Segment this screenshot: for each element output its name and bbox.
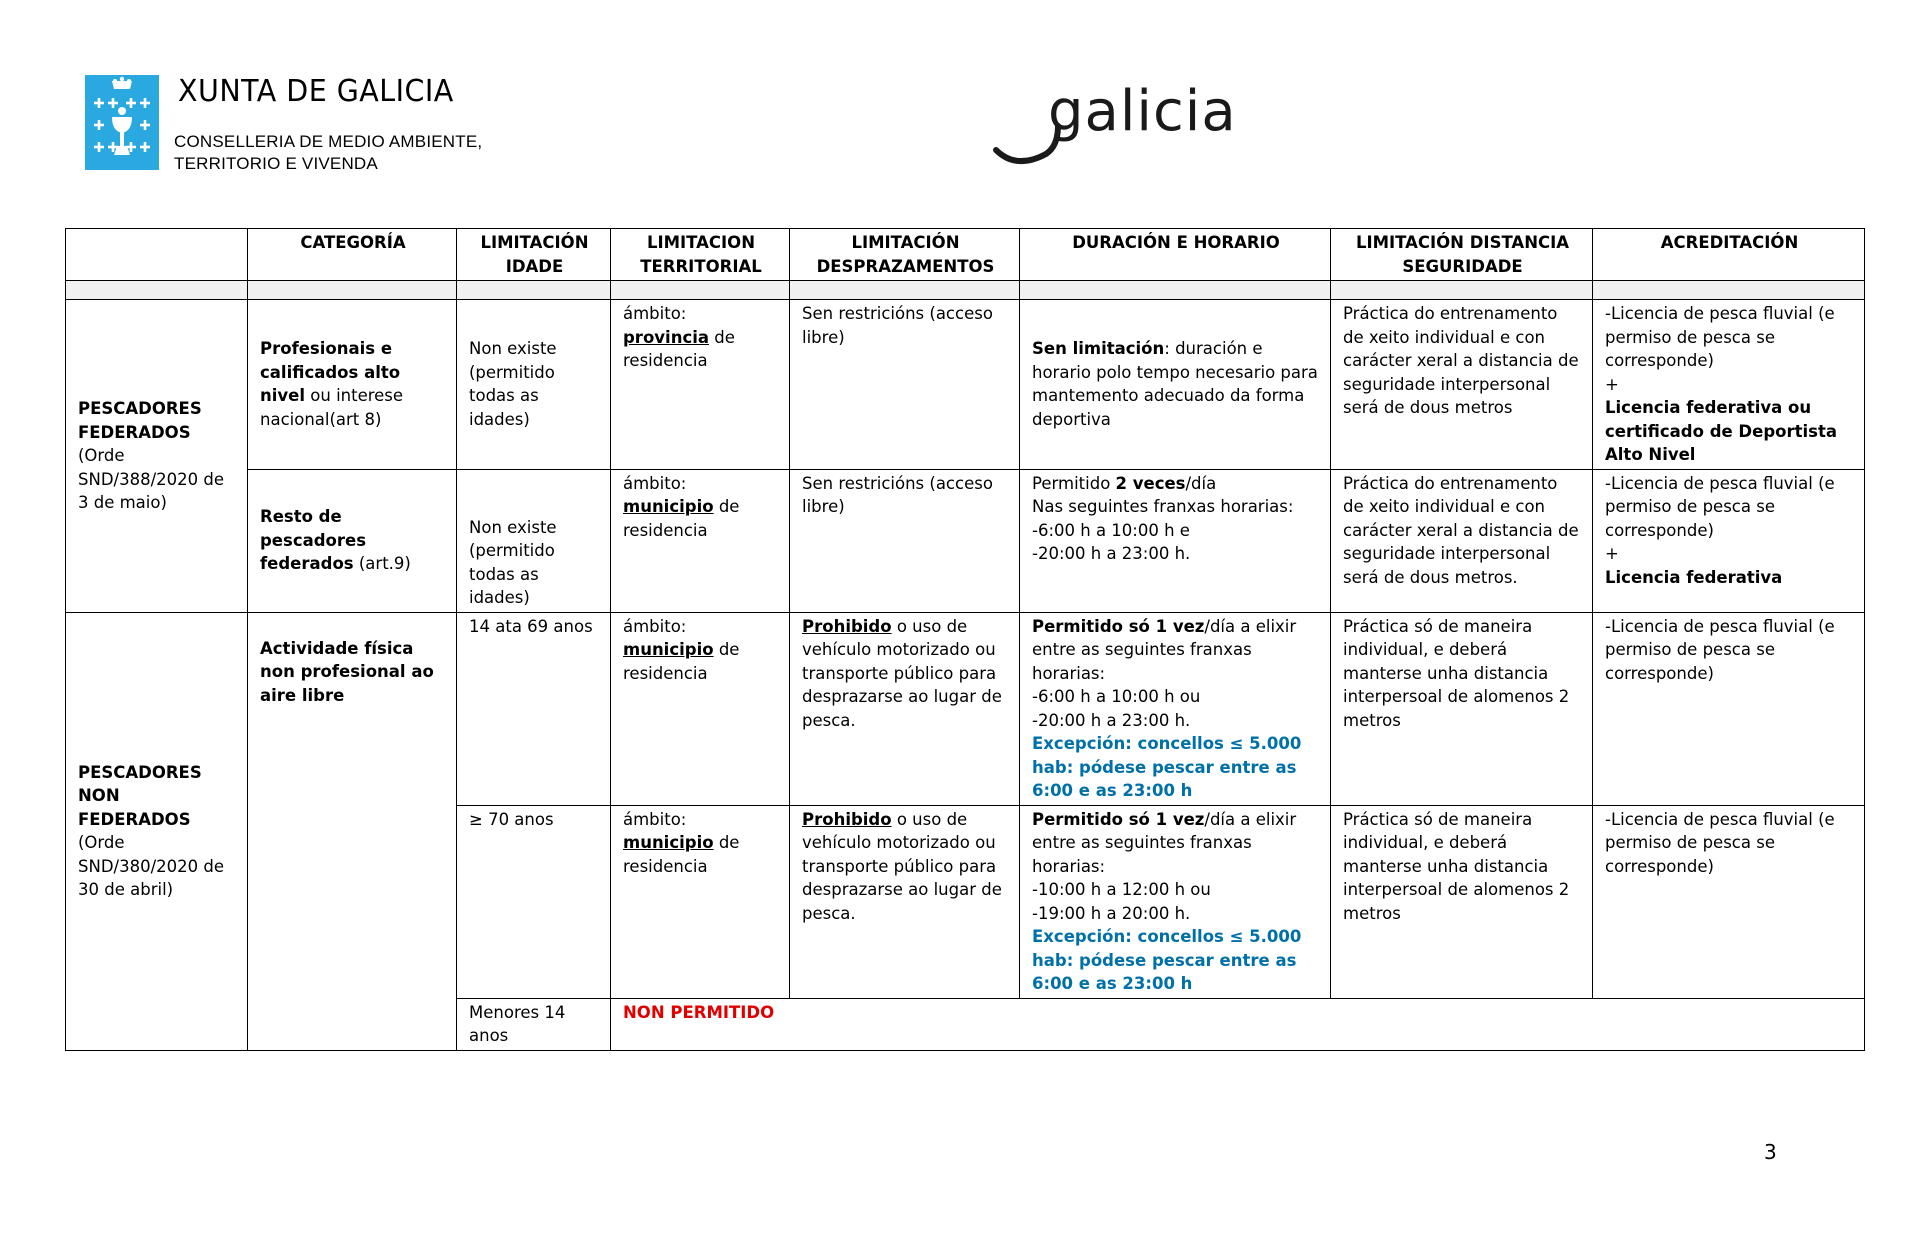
categoria-cell: Profesionais e calificados alto nivel ou interese nacional(art 8) <box>248 300 457 470</box>
header-desprazamentos: LIMITACIÓN DESPRAZAMENTOS <box>790 229 1020 281</box>
desprazamentos-cell: Prohibido o uso de vehículo motorizado ou transporte público para desprazarse ao lugar de pesca. <box>790 805 1020 998</box>
idade-cell: Non existe (permitido todas as idades) <box>457 300 611 470</box>
org-subtitle <box>174 131 482 175</box>
org-subtitle-line1: CONSELLERIA DE MEDIO AMBIENTE, <box>174 132 483 151</box>
header-duracion: DURACIÓN E HORARIO <box>1020 229 1331 281</box>
distancia-cell: Práctica do entrenamento de xeito individual e con carácter xeral a distancia de seguridade interpersonal será de dous metros <box>1331 300 1593 470</box>
idade-cell: ≥ 70 anos <box>457 805 611 998</box>
idade-cell: Non existe (permitido todas as idades) <box>457 469 611 612</box>
header-acreditacion: ACREDITACIÓN <box>1593 229 1865 281</box>
group-non-federados: PESCADORES NON FEDERADOS (Orde SND/380/2020 de 30 de abril) <box>66 612 248 1050</box>
table-row <box>66 612 1865 805</box>
table-row <box>66 469 1865 612</box>
duracion-cell: Permitido só 1 vez/día a elixir entre as seguintes franxas horarias: -10:00 h a 12:00 h ou -19:00 h a 20:00 h. Excepción: concellos ≤ 5.000 hab: pódese pescar entre as 6:00 e as 23:00 h <box>1020 805 1331 998</box>
desprazamentos-cell: Prohibido o uso de vehículo motorizado ou transporte público para desprazarse ao lugar de pesca. <box>790 612 1020 805</box>
acreditacion-cell: -Licencia de pesca fluvial (e permiso de pesca se corresponde) + Licencia federativa ou certificado de Deportista Alto Nivel <box>1593 300 1865 470</box>
categoria-cell: Actividade física non profesional ao aire libre <box>248 612 457 1050</box>
territorial-cell: ámbito: provincia de residencia <box>611 300 790 470</box>
galicia-brand-logo <box>990 78 1240 170</box>
acreditacion-cell: -Licencia de pesca fluvial (e permiso de pesca se corresponde) + Licencia federativa <box>1593 469 1865 612</box>
fishing-limitations-table <box>65 228 1865 1051</box>
spacer-row <box>66 281 1865 300</box>
acreditacion-cell: -Licencia de pesca fluvial (e permiso de pesca se corresponde) <box>1593 612 1865 805</box>
header-blank <box>66 229 248 281</box>
xunta-shield-logo <box>85 75 159 170</box>
distancia-cell: Práctica só de maneira individual, e deberá manterse unha distancia interpersoal de alomenos 2 metros <box>1331 805 1593 998</box>
svg-text:galicia: galicia <box>1048 79 1237 144</box>
header-categoria: CATEGORÍA <box>248 229 457 281</box>
table-row <box>66 300 1865 470</box>
idade-cell: 14 ata 69 anos <box>457 612 611 805</box>
acreditacion-cell: -Licencia de pesca fluvial (e permiso de pesca se corresponde) <box>1593 805 1865 998</box>
desprazamentos-cell: Sen restricións (acceso libre) <box>790 469 1020 612</box>
duracion-cell: Permitido só 1 vez/día a elixir entre as seguintes franxas horarias: -6:00 h a 10:00 h ou -20:00 h a 23:00 h. Excepción: concellos ≤ 5.000 hab: pódese pescar entre as 6:00 e as 23:00 h <box>1020 612 1331 805</box>
territorial-cell: ámbito: municipio de residencia <box>611 612 790 805</box>
group-federados: PESCADORES FEDERADOS (Orde SND/388/2020 de 3 de maio) <box>66 300 248 613</box>
header-idade: LIMITACIÓN IDADE <box>457 229 611 281</box>
desprazamentos-cell: Sen restricións (acceso libre) <box>790 300 1020 470</box>
header-distancia: LIMITACIÓN DISTANCIA SEGURIDADE <box>1331 229 1593 281</box>
status-cell: NON PERMITIDO <box>611 998 1865 1050</box>
distancia-cell: Práctica só de maneira individual, e deberá manterse unha distancia interpersoal de alomenos 2 metros <box>1331 612 1593 805</box>
header-territorial: LIMITACION TERRITORIAL <box>611 229 790 281</box>
territorial-cell: ámbito: municipio de residencia <box>611 805 790 998</box>
duracion-cell: Permitido 2 veces/día Nas seguintes franxas horarias: -6:00 h a 10:00 h e -20:00 h a 23:00 h. <box>1020 469 1331 612</box>
page-number: 3 <box>1764 1140 1777 1164</box>
header-row <box>66 229 1865 281</box>
org-title: XUNTA DE GALICIA <box>178 74 454 109</box>
org-subtitle-line2: TERRITORIO E VIVENDA <box>174 154 378 173</box>
duracion-cell: Sen limitación: duración e horario polo tempo necesario para mantemento adecuado da forma deportiva <box>1020 300 1331 470</box>
distancia-cell: Práctica do entrenamento de xeito individual e con carácter xeral a distancia de seguridade interpersonal será de dous metros. <box>1331 469 1593 612</box>
categoria-cell: Resto de pescadores federados (art.9) <box>248 469 457 612</box>
territorial-cell: ámbito: municipio de residencia <box>611 469 790 612</box>
idade-cell: Menores 14 anos <box>457 998 611 1050</box>
